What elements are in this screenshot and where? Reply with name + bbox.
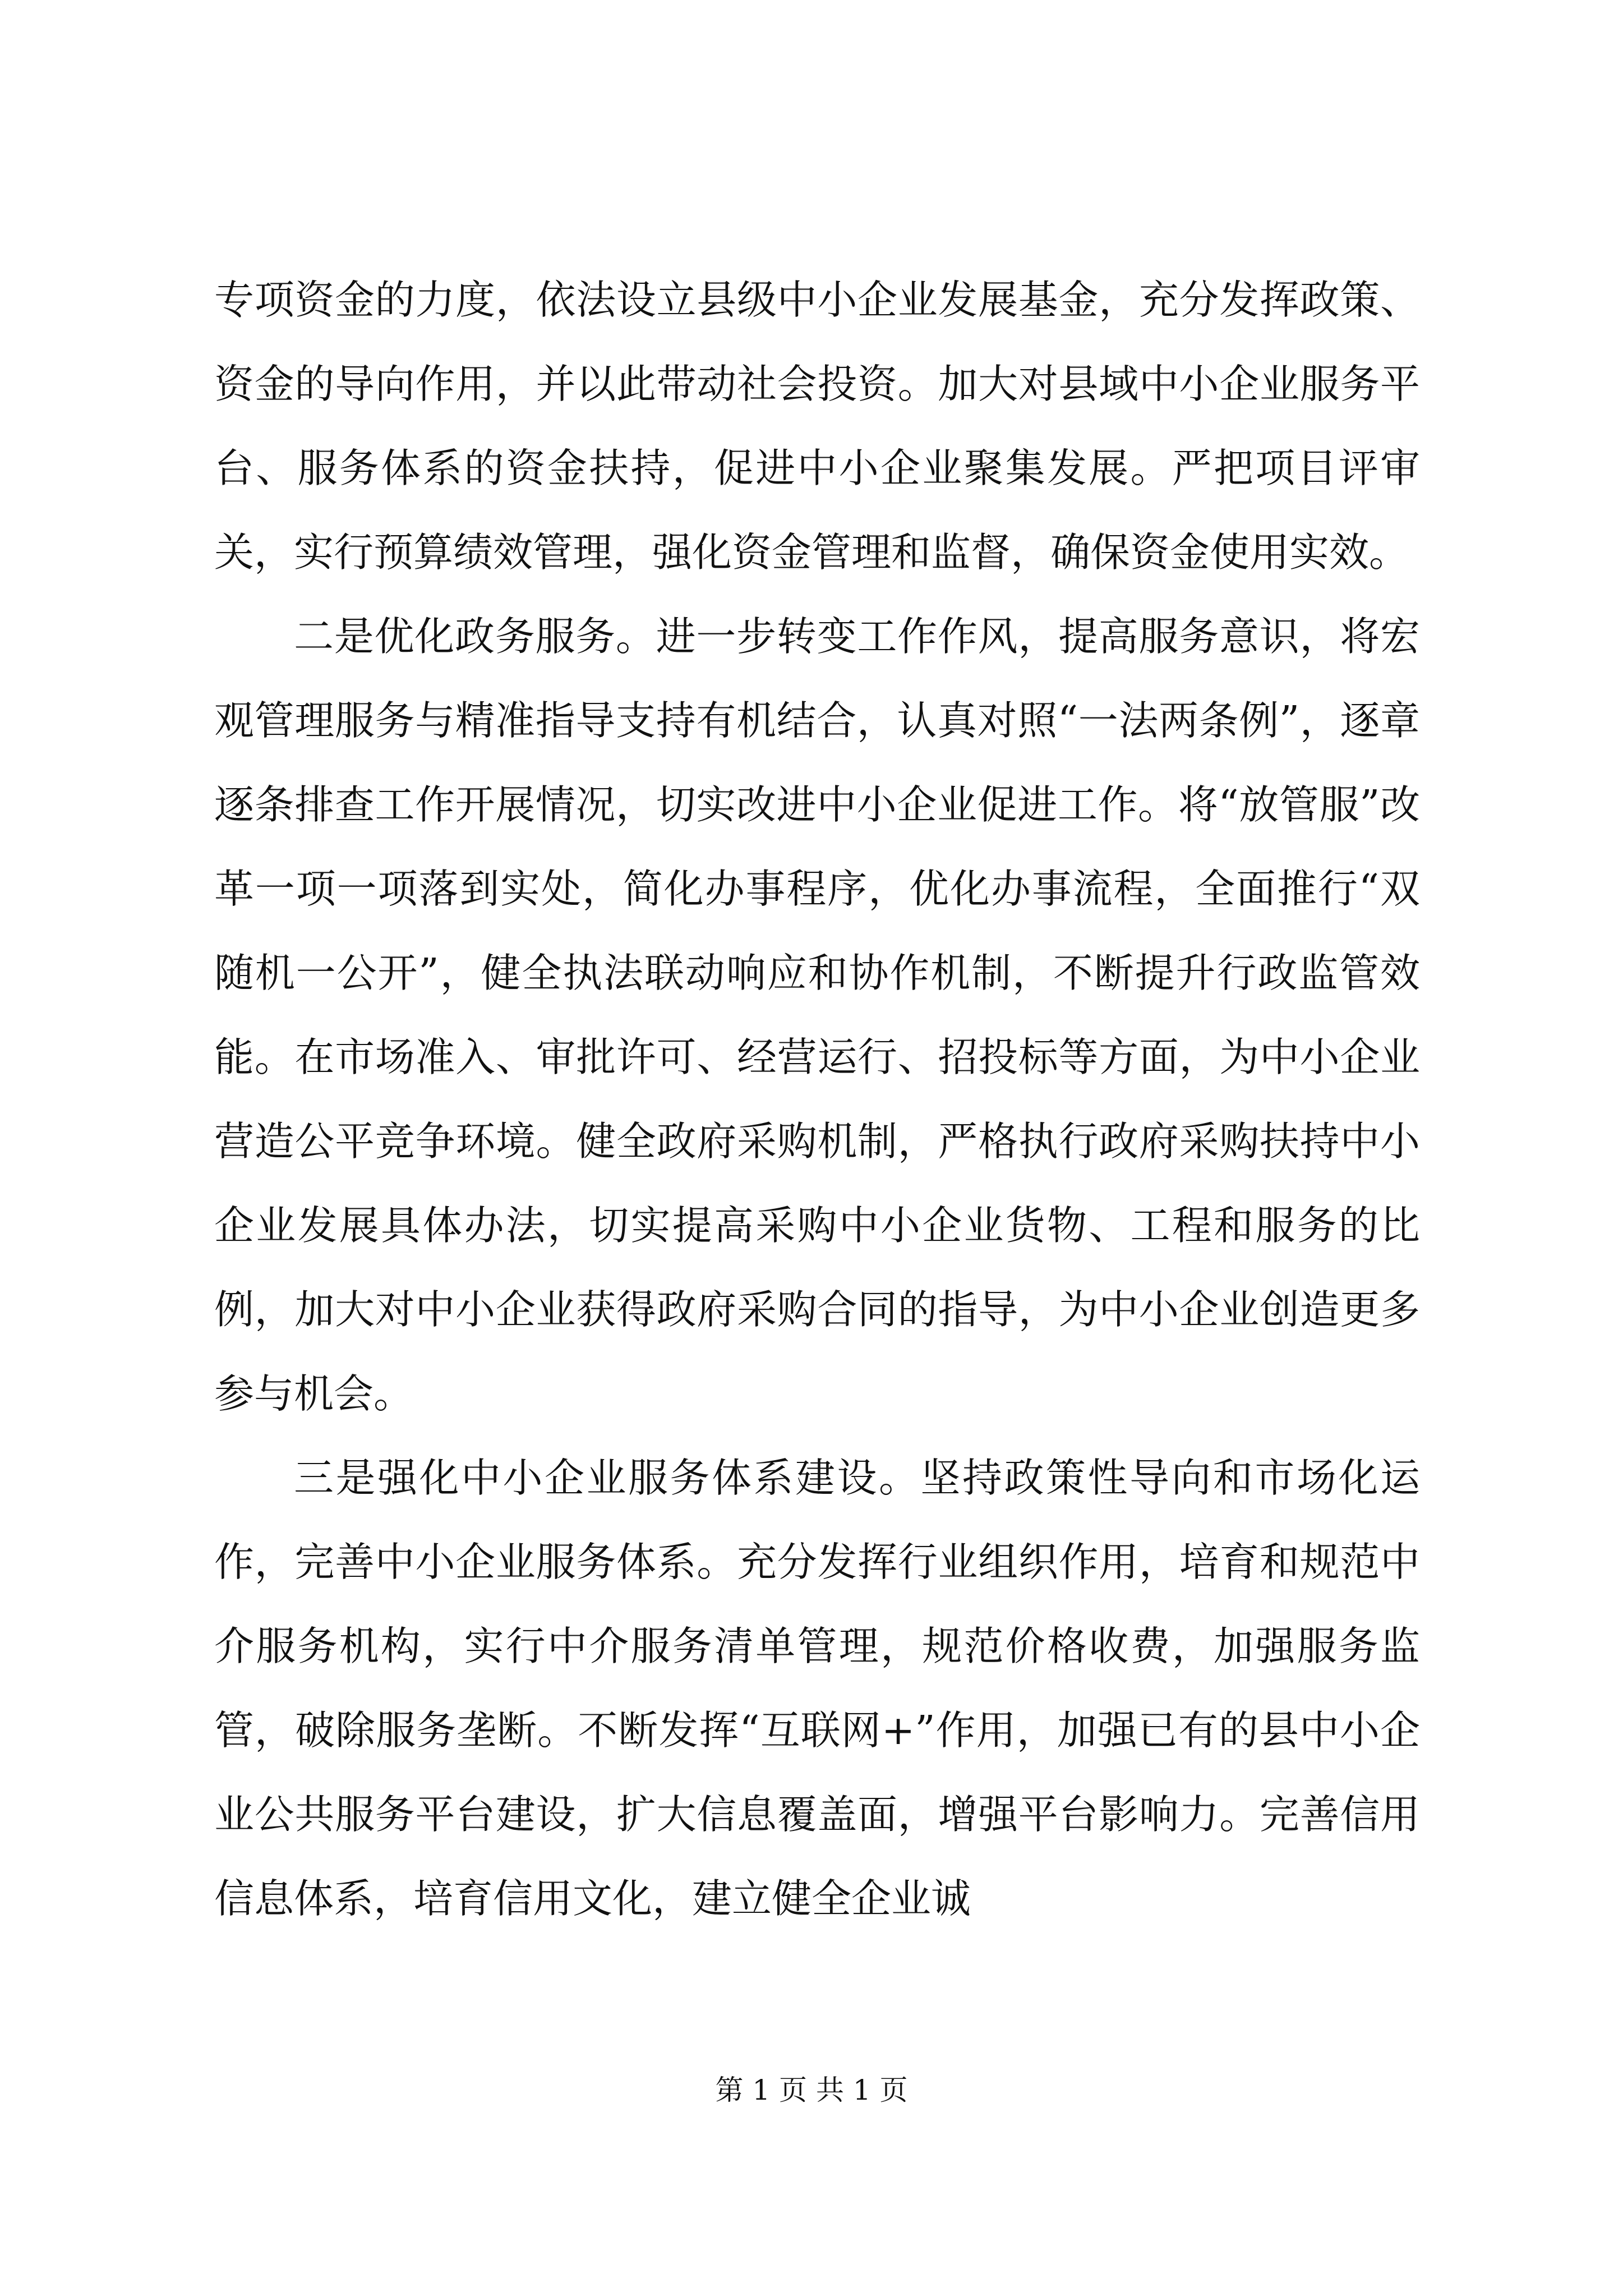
paragraph-3: 三是强化中小企业服务体系建设。坚持政策性导向和市场化运作，完善中小企业服务体系。充分发挥行业组织作用，培育和规范中介服务机构，实行中介服务清单管理，规范价格收费，加强服务监管，破除服务垄断。不断发挥“互联网+”作用，加强已有的县中小企业公共服务平台建设，扩大信息覆盖面，增强平台影响力。完善信用信息体系，培育信用文化，建立健全企业诚 (214, 1455, 1420, 1922)
page-footer: 第 1 页 共 1 页 (715, 2074, 908, 2106)
paragraph-2: 二是优化政务服务。进一步转变工作作风，提高服务意识，将宏观管理服务与精准指导支持有机结合，认真对照“一法两条例”，逐章逐条排查工作开展情况，切实改进中小企业促进工作。将“放管服”改革一项一项落到实处，简化办事程序，优化办事流程，全面推行“双随机一公开”，健全执法联动响应和协作机制，不断提升行政监管效能。在市场准入、审批许可、经营运行、招投标等方面，为中小企业营造公平竞争环境。健全政府采购机制，严格执行政府采购扶持中小企业发展具体办法，切实提高采购中小企业货物、工程和服务的比例，加大对中小企业获得政府采购合同的指导，为中小企业创造更多参与机会。 (214, 613, 1420, 1417)
paragraph-1: 专项资金的力度，依法设立县级中小企业发展基金，充分发挥政策、资金的导向作用，并以此带动社会投资。加大对县域中小企业服务平台、服务体系的资金扶持，促进中小企业聚集发展。严把项目评审关，实行预算绩效管理，强化资金管理和监督，确保资金使用实效。 (214, 277, 1420, 576)
document-body (214, 258, 1420, 1941)
